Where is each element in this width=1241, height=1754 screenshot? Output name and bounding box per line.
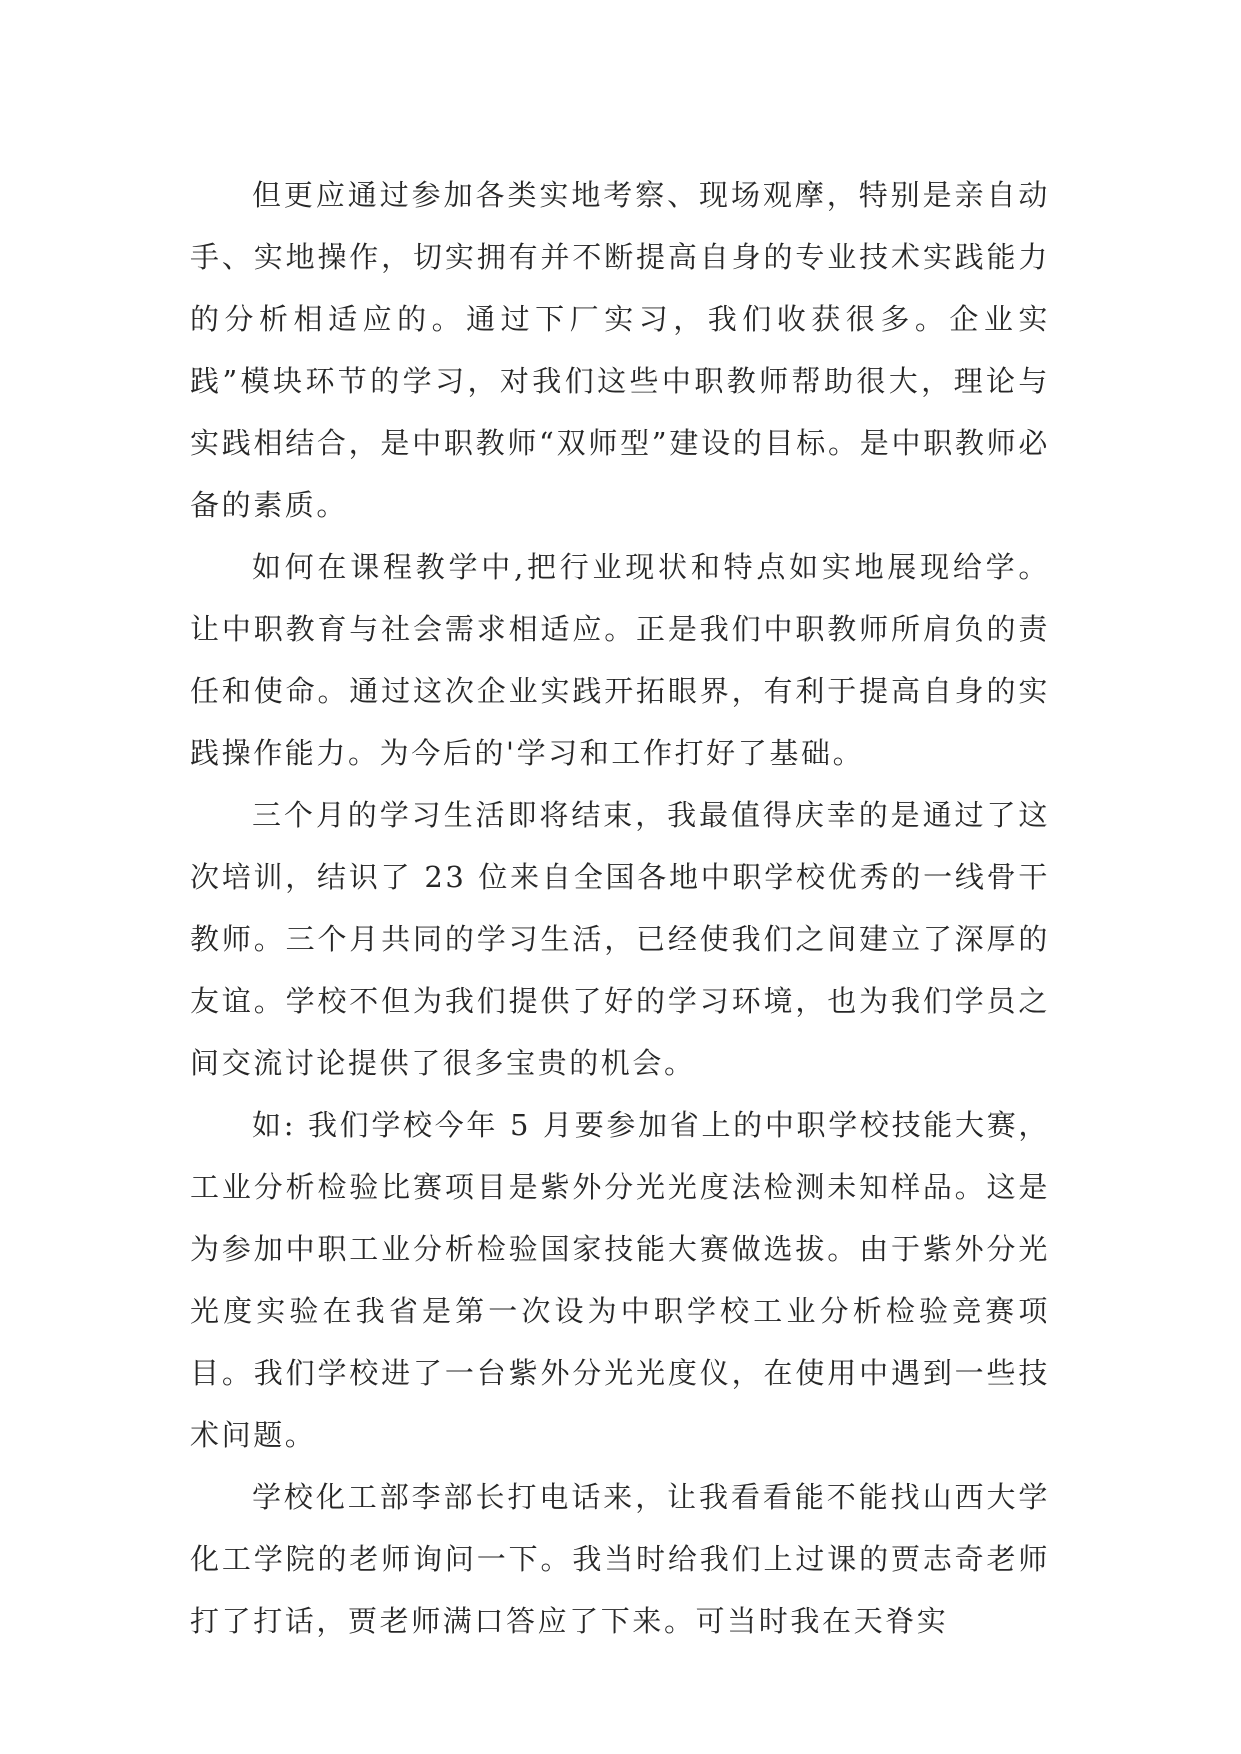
paragraph: 如: 我们学校今年 5 月要参加省上的中职学校技能大赛，工业分析检验比赛项目是紫外分光光度法检测未知样品。这是为参加中职工业分析检验国家技能大赛做选拔。由于紫外分光光度实验在我省是第一次设为中职学校工业分析检验竞赛项目。我们学校进了一台紫外分光光度仪，在使用中遇到一些技术问题。: [190, 1108, 1050, 1452]
paragraph: 如何在课程教学中,把行业现状和特点如实地展现给学。让中职教育与社会需求相适应。正是我们中职教师所肩负的责任和使命。通过这次企业实践开拓眼界，有利于提高自身的实践操作能力。为今后的'学习和工作打好了基础。: [190, 550, 1050, 770]
document-body: [190, 164, 1050, 1652]
paragraph: 学校化工部李部长打电话来，让我看看能不能找山西大学化工学院的老师询问一下。我当时给我们上过课的贾志奇老师打了打话，贾老师满口答应了下来。可当时我在天脊实: [190, 1480, 1050, 1638]
paragraph: 三个月的学习生活即将结束，我最值得庆幸的是通过了这次培训，结识了 23 位来自全国各地中职学校优秀的一线骨干教师。三个月共同的学习生活，已经使我们之间建立了深厚的友谊。学校不但为我们提供了好的学习环境，也为我们学员之间交流讨论提供了很多宝贵的机会。: [190, 798, 1050, 1080]
paragraph: 但更应通过参加各类实地考察、现场观摩，特别是亲自动手、实地操作，切实拥有并不断提高自身的专业技术实践能力的分析相适应的。通过下厂实习，我们收获很多。企业实践”模块环节的学习，对我们这些中职教师帮助很大，理论与实践相结合，是中职教师“双师型”建设的目标。是中职教师必备的素质。: [190, 178, 1050, 522]
